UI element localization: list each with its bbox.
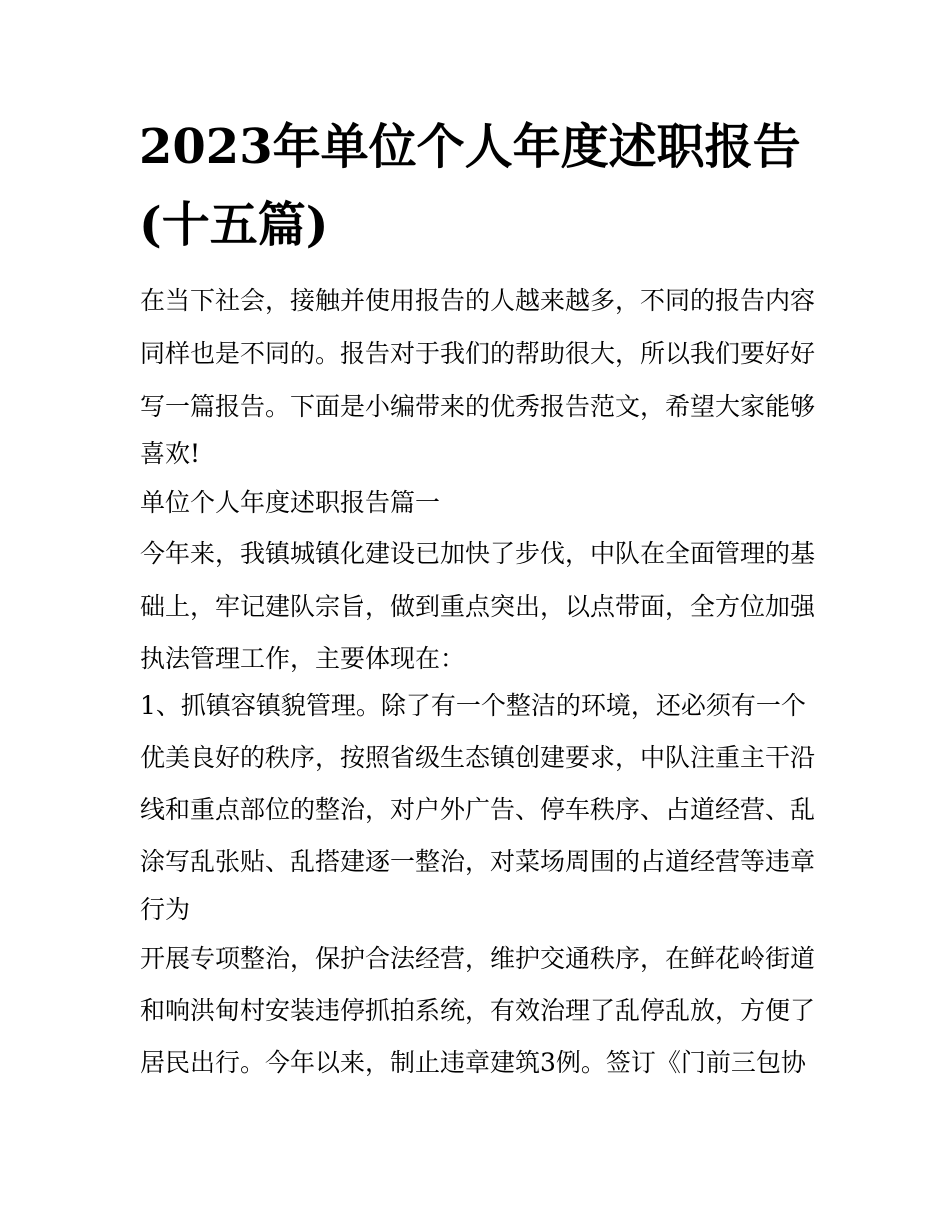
paragraph-line: 行为: [140, 895, 191, 924]
paragraph-line: 执法管理工作，主要体现在：: [140, 644, 466, 673]
paragraph-line: 写一篇报告。下面是小编带来的优秀报告范文，希望大家能够: [140, 392, 816, 421]
paragraph-line: 涂写乱张贴、乱搭建逐一整治，对菜场周围的占道经营等违章: [140, 847, 816, 876]
paragraph-line: 在当下社会，接触并使用报告的人越来越多，不同的报告内容: [140, 286, 816, 315]
document-title-line-1: 2023年单位个人年度述职报告: [139, 119, 801, 175]
paragraph-line: 开展专项整治，保护合法经营，维护交通秩序，在鲜花岭街道: [140, 944, 816, 973]
paragraph-line: 优美良好的秩序，按照省级生态镇创建要求，中队注重主干沿: [140, 743, 816, 772]
paragraph-line: 喜欢!: [140, 439, 201, 468]
document-title-line-2: (十五篇): [139, 197, 329, 253]
paragraph-line: 线和重点部位的整治，对户外广告、停车秩序、占道经营、乱: [140, 795, 816, 824]
paragraph-line: 础上，牢记建队宗旨，做到重点突出，以点带面，全方位加强: [140, 592, 816, 621]
paragraph-line: 居民出行。今年以来，制止违章建筑3例。签订《门前三包协: [140, 1048, 806, 1077]
paragraph-line: 同样也是不同的。报告对于我们的帮助很大，所以我们要好好: [140, 339, 816, 368]
paragraph-line: 1、抓镇容镇貌管理。除了有一个整洁的环境，还必须有一个: [140, 691, 806, 720]
paragraph-line: 和响洪甸村安装违停抓拍系统，有效治理了乱停乱放，方便了: [140, 996, 816, 1025]
section-heading: 单位个人年度述职报告篇一: [140, 488, 441, 517]
paragraph-line: 今年来，我镇城镇化建设已加快了步伐，中队在全面管理的基: [140, 539, 816, 568]
